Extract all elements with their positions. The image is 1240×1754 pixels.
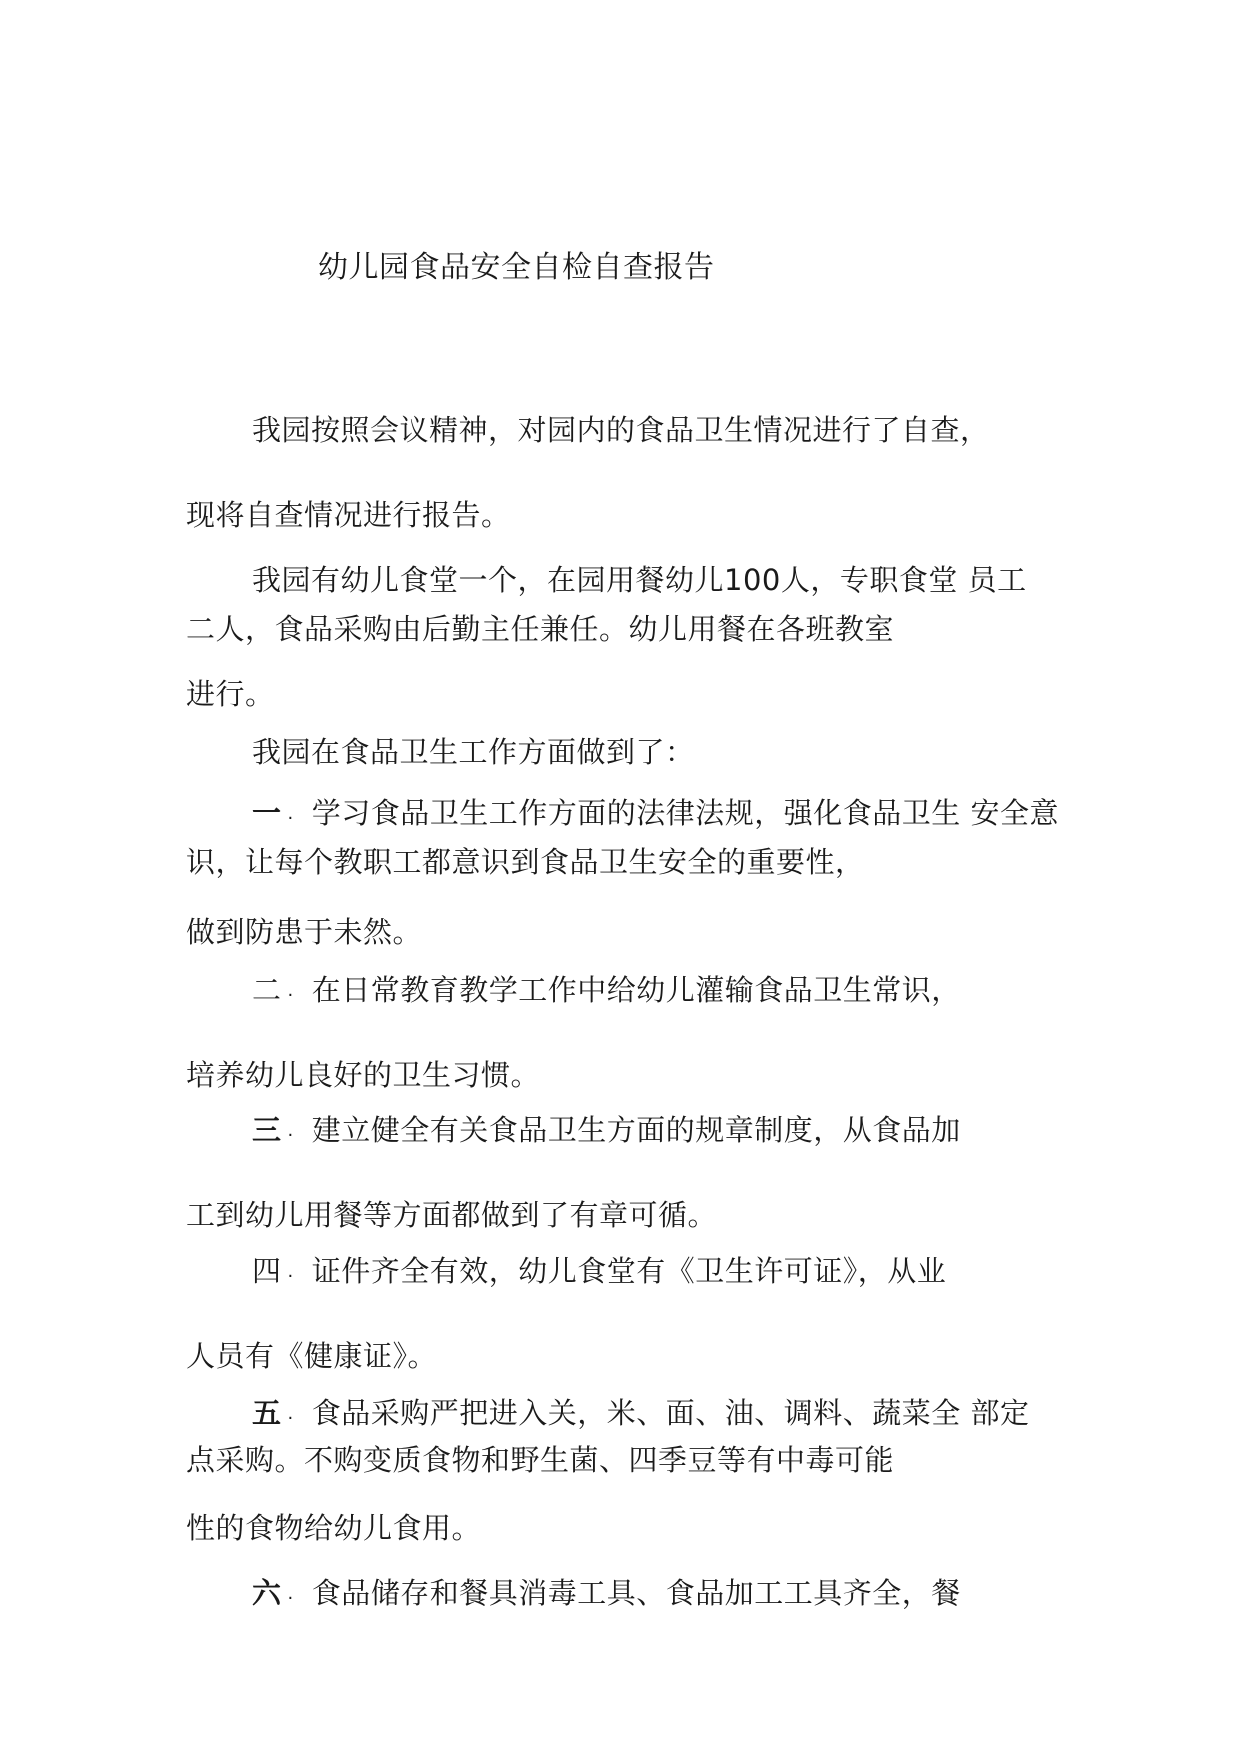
list-item-line: 识，让每个教职工都意识到食品卫生安全的重要性， <box>186 845 865 879</box>
paragraph-line: 进行。 <box>186 677 275 711</box>
list-item-line <box>252 972 961 1013</box>
list-item-line <box>252 1575 961 1616</box>
paragraph-line: 我园有幼儿食堂一个，在园用餐幼儿100人，专职食堂 员工 <box>252 563 1027 597</box>
item-separator: . <box>287 1120 294 1141</box>
item-text: 学习食品卫生工作方面的法律法规，强化食品卫生 安全意 <box>311 796 1059 830</box>
item-text: 建立健全有关食品卫生方面的规章制度，从食品加 <box>311 1113 961 1147</box>
list-item-line: 培养幼儿良好的卫生习惯。 <box>186 1058 541 1092</box>
list-item-line: 工到幼儿用餐等方面都做到了有章可循。 <box>186 1198 718 1232</box>
item-separator: . <box>287 1403 294 1424</box>
item-number: 五 <box>252 1396 282 1430</box>
item-separator: . <box>287 1583 294 1604</box>
item-separator: . <box>287 1261 294 1282</box>
item-number: 二 <box>252 973 282 1007</box>
item-text: 食品采购严把进入关，米、面、油、调料、蔬菜全 部定 <box>311 1396 1030 1430</box>
item-text: 食品储存和餐具消毒工具、食品加工工具齐全，餐 <box>311 1576 961 1610</box>
item-text: 在日常教育教学工作中给幼儿灌输食品卫生常识， <box>311 973 961 1007</box>
list-item-line: 点采购。不购变质食物和野生菌、四季豆等有中毒可能 <box>186 1443 895 1477</box>
list-item-line <box>252 795 1059 836</box>
paragraph-line: 我园按照会议精神，对园内的食品卫生情况进行了自查， <box>252 413 990 447</box>
item-text: 证件齐全有效，幼儿食堂有《卫生许可证》，从业 <box>311 1254 947 1288</box>
paragraph-line: 二人，食品采购由后勤主任兼任。幼儿用餐在各班教室 <box>186 612 895 646</box>
item-number: 一 <box>252 796 282 830</box>
paragraph-line: 我园在食品卫生工作方面做到了： <box>252 735 695 769</box>
list-item-line <box>252 1395 1029 1436</box>
list-item-line <box>252 1112 961 1153</box>
document-title: 幼儿园食品安全自检自查报告 <box>318 250 715 285</box>
list-item-line: 性的食物给幼儿食用。 <box>186 1511 482 1545</box>
item-separator: . <box>287 803 294 824</box>
item-number: 六 <box>252 1576 282 1610</box>
paragraph-line: 现将自查情况进行报告。 <box>186 498 511 532</box>
item-number: 四 <box>252 1254 282 1288</box>
list-item-line: 人员有《健康证》。 <box>186 1339 438 1373</box>
item-number: 三 <box>252 1113 282 1147</box>
list-item-line: 做到防患于未然。 <box>186 915 423 949</box>
item-separator: . <box>287 980 294 1001</box>
list-item-line <box>252 1253 946 1294</box>
